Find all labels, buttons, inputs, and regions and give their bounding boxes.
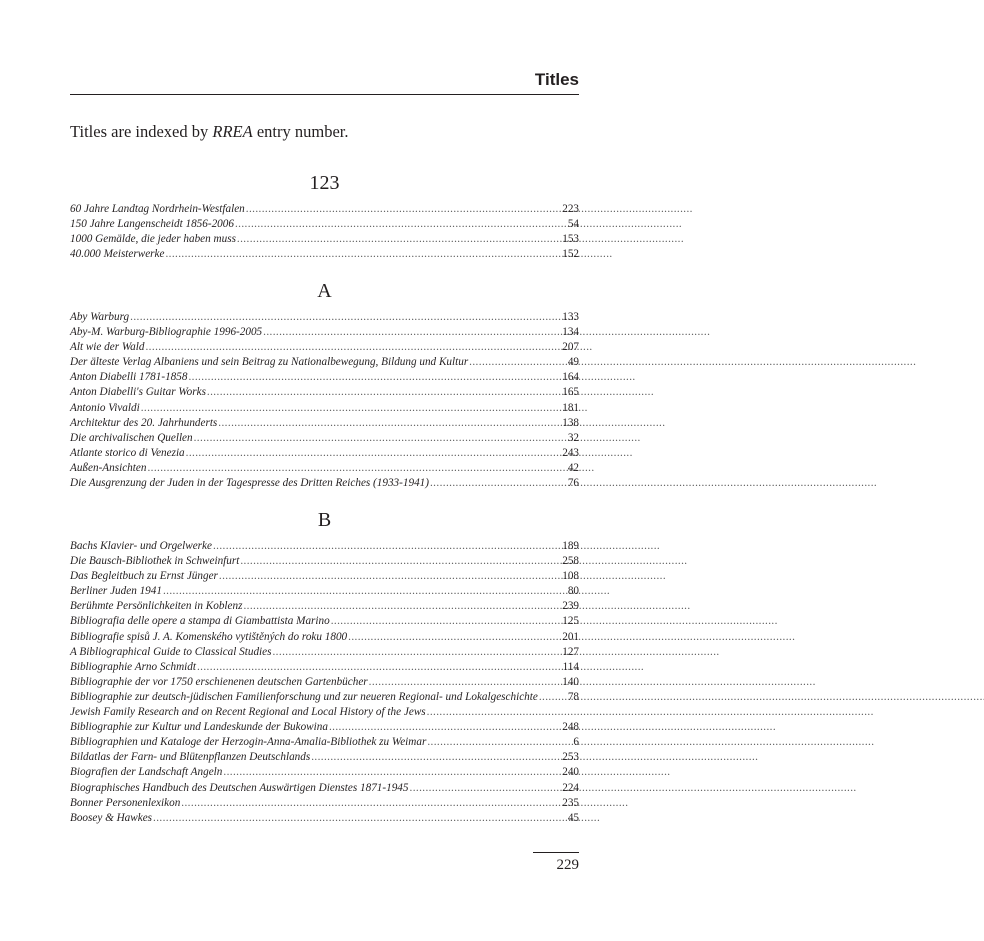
index-entry bbox=[70, 660, 579, 675]
entry-title: Bibliografie spisů J. A. Komenského vytištěných do roku 1800 bbox=[70, 630, 348, 643]
dot-leader bbox=[311, 750, 561, 765]
entry-list bbox=[70, 202, 579, 262]
entry-number: 133 bbox=[562, 311, 579, 323]
dot-leader bbox=[145, 340, 561, 355]
dot-leader bbox=[410, 781, 562, 796]
dot-leader bbox=[539, 690, 567, 705]
entry-title: Der älteste Verlag Albaniens und sein Beitrag zu Nationalbewegung, Bildung und Kultur bbox=[70, 356, 469, 369]
dot-leader bbox=[186, 446, 562, 461]
index-entry bbox=[70, 781, 579, 796]
entry-title: A Bibliographical Guide to Classical Studies bbox=[70, 645, 272, 658]
running-head bbox=[70, 66, 579, 95]
entry-number: 134 bbox=[562, 326, 579, 339]
dot-leader bbox=[243, 599, 561, 614]
dot-leader bbox=[240, 554, 561, 569]
entry-number: 42 bbox=[567, 461, 579, 474]
entry-number: 54 bbox=[567, 218, 579, 231]
entry-number: 235 bbox=[562, 796, 579, 809]
entry-title: Anton Diabelli's Guitar Works bbox=[70, 386, 206, 399]
entry-number: 253 bbox=[562, 751, 579, 764]
entry-title: 40.000 Meisterwerke bbox=[70, 248, 165, 261]
index-entry bbox=[70, 385, 579, 400]
entry-title: Bachs Klavier- und Orgelwerke bbox=[70, 540, 212, 552]
entry-title: Die archivalischen Quellen bbox=[70, 431, 193, 444]
index-entry bbox=[70, 355, 579, 370]
entry-number: 114 bbox=[562, 660, 579, 673]
entry-number: 248 bbox=[562, 721, 579, 734]
index-entry bbox=[70, 446, 579, 461]
index-entry bbox=[70, 599, 579, 614]
dot-leader bbox=[263, 325, 561, 340]
entry-number: 164 bbox=[562, 371, 579, 384]
dot-leader bbox=[207, 385, 561, 400]
entry-title: Bonner Personenlexikon bbox=[70, 796, 181, 809]
dot-leader bbox=[329, 720, 561, 735]
dot-leader bbox=[213, 539, 561, 554]
entry-title: Boosey & Hawkes bbox=[70, 811, 153, 824]
index-entry bbox=[70, 310, 579, 325]
entry-number: 78 bbox=[567, 690, 579, 703]
entry-number: 125 bbox=[562, 615, 579, 628]
index-entry bbox=[70, 370, 579, 385]
index-entry bbox=[70, 202, 579, 217]
entry-number: 80 bbox=[567, 585, 579, 598]
entry-title: Biografien der Landschaft Angeln bbox=[70, 766, 223, 779]
entry-number: 76 bbox=[567, 477, 579, 490]
entry-title: Die Bausch-Bibliothek in Schweinfurt bbox=[70, 555, 240, 568]
index-entry bbox=[70, 217, 579, 232]
entry-number: 258 bbox=[562, 555, 579, 568]
entry-title: Bibliografia delle opere a stampa di Giambattista Marino bbox=[70, 615, 330, 628]
index-entry bbox=[70, 584, 579, 599]
entry-number: 32 bbox=[567, 431, 579, 444]
index-entry bbox=[70, 431, 579, 446]
dot-leader bbox=[246, 202, 561, 217]
section-heading: 123 bbox=[309, 172, 340, 194]
section-heading: A bbox=[317, 280, 332, 302]
dot-leader bbox=[427, 735, 572, 750]
entry-list bbox=[70, 310, 579, 491]
dot-leader bbox=[219, 569, 561, 584]
entry-number: 223 bbox=[562, 203, 579, 215]
index-entry bbox=[70, 675, 579, 690]
index-entry bbox=[70, 690, 579, 705]
dot-leader bbox=[218, 416, 561, 431]
entry-title: Außen-Ansichten bbox=[70, 461, 147, 474]
entry-title: Die Ausgrenzung der Juden in der Tagespresse des Dritten Reiches (1933-1941) bbox=[70, 477, 429, 490]
index-entry bbox=[70, 705, 579, 720]
dot-leader bbox=[141, 401, 562, 416]
dot-leader bbox=[369, 675, 562, 690]
entry-number: 201 bbox=[562, 630, 579, 643]
index-entry bbox=[70, 554, 579, 569]
entry-number: 240 bbox=[562, 766, 579, 779]
entry-title: Bibliographie zur deutsch-jüdischen Familienforschung und zur neueren Regional- und Lokalgeschichte bbox=[70, 690, 538, 703]
index-entry bbox=[70, 461, 579, 476]
index-entry bbox=[70, 325, 579, 340]
entry-number: 108 bbox=[562, 570, 579, 583]
entry-number: 140 bbox=[562, 675, 579, 688]
dot-leader bbox=[181, 796, 561, 811]
entry-number: 243 bbox=[562, 446, 579, 459]
entry-title: Anton Diabelli 1781-1858 bbox=[70, 371, 188, 384]
dot-leader bbox=[165, 247, 561, 262]
entry-title: 1000 Gemälde, die jeder haben muss bbox=[70, 233, 236, 246]
page-title: Titles bbox=[534, 70, 579, 89]
dot-leader bbox=[430, 476, 567, 491]
index-entry bbox=[70, 630, 579, 645]
entry-title: Alt wie der Wald bbox=[70, 341, 145, 354]
entry-number: 189 bbox=[562, 540, 579, 552]
entry-number: 153 bbox=[562, 233, 579, 246]
index-entry bbox=[70, 569, 579, 584]
index-entry bbox=[70, 340, 579, 355]
section-123 bbox=[70, 170, 579, 262]
entry-title: Bibliographie Arno Schmidt bbox=[70, 660, 196, 673]
section-heading: B bbox=[317, 509, 332, 531]
entry-number: 45 bbox=[567, 811, 579, 824]
index-entry bbox=[70, 416, 579, 431]
dot-leader bbox=[130, 310, 561, 325]
index-entry bbox=[70, 720, 579, 735]
dot-leader bbox=[348, 630, 561, 645]
dot-leader bbox=[197, 660, 562, 675]
entry-title: Atlante storico di Venezia bbox=[70, 446, 185, 459]
index-entry bbox=[70, 247, 579, 262]
page-number: 229 bbox=[533, 852, 579, 877]
entry-title: Biographisches Handbuch des Deutschen Auswärtigen Dienstes 1871-1945 bbox=[70, 781, 409, 794]
dot-leader bbox=[237, 232, 561, 247]
dot-leader bbox=[235, 217, 567, 232]
index-entry bbox=[70, 765, 579, 780]
entry-title: Das Begleitbuch zu Ernst Jünger bbox=[70, 570, 218, 583]
entry-title: 150 Jahre Langenscheidt 1856-2006 bbox=[70, 218, 234, 231]
dot-leader bbox=[223, 765, 561, 780]
entry-number: 138 bbox=[562, 416, 579, 429]
entry-title: Berliner Juden 1941 bbox=[70, 585, 162, 598]
entry-title: Bibliographie der vor 1750 erschienenen deutschen Gartenbücher bbox=[70, 675, 368, 688]
dot-leader bbox=[188, 370, 561, 385]
entry-title: Bibliographie zur Kultur und Landeskunde der Bukowina bbox=[70, 721, 328, 734]
entry-number: 181 bbox=[562, 401, 579, 414]
entry-title: Bibliographien und Kataloge der Herzogin-Anna-Amalia-Bibliothek zu Weimar bbox=[70, 736, 427, 749]
dot-leader bbox=[469, 355, 567, 370]
index-entry bbox=[70, 645, 579, 660]
entry-number: 6 bbox=[573, 736, 579, 749]
index-entry bbox=[70, 232, 579, 247]
entry-title: 60 Jahre Landtag Nordrhein-Westfalen bbox=[70, 203, 245, 215]
index-entry bbox=[70, 401, 579, 416]
entry-number: 152 bbox=[562, 248, 579, 261]
intro-emphasis: RREA bbox=[212, 122, 253, 141]
dot-leader bbox=[427, 705, 578, 720]
intro-text: Titles are indexed by RREA entry number. bbox=[70, 122, 349, 141]
index-entry bbox=[70, 750, 579, 765]
entry-number: 165 bbox=[562, 386, 579, 399]
entry-number: 127 bbox=[562, 645, 579, 658]
index-entry bbox=[70, 735, 579, 750]
entry-list bbox=[70, 539, 579, 826]
entry-title: Jewish Family Research and on Recent Regional and Local History of the Jews bbox=[70, 706, 426, 719]
dot-leader bbox=[272, 645, 561, 660]
dot-leader bbox=[194, 431, 567, 446]
index-entry bbox=[70, 476, 579, 491]
entry-title: Architektur des 20. Jahrhunderts bbox=[70, 416, 218, 429]
index-entry bbox=[70, 614, 579, 629]
dot-leader bbox=[153, 811, 567, 826]
index-entry bbox=[70, 796, 579, 811]
entry-title: Bildatlas der Farn- und Blütenpflanzen Deutschlands bbox=[70, 751, 311, 764]
dot-leader bbox=[147, 461, 566, 476]
section-a bbox=[70, 278, 579, 491]
entry-title: Aby Warburg bbox=[70, 311, 130, 323]
dot-leader bbox=[163, 584, 567, 599]
entry-number: 49 bbox=[567, 356, 579, 369]
entry-title: Antonio Vivaldi bbox=[70, 401, 140, 414]
entry-title: Aby-M. Warburg-Bibliographie 1996-2005 bbox=[70, 326, 263, 339]
entry-number: 207 bbox=[562, 341, 579, 354]
section-b bbox=[70, 507, 579, 826]
entry-title: Berühmte Persönlichkeiten in Koblenz bbox=[70, 600, 243, 613]
dot-leader bbox=[331, 614, 562, 629]
entry-number: 239 bbox=[562, 600, 579, 613]
entry-number: 224 bbox=[562, 781, 579, 794]
index-entry bbox=[70, 539, 579, 554]
index-entry bbox=[70, 811, 579, 826]
